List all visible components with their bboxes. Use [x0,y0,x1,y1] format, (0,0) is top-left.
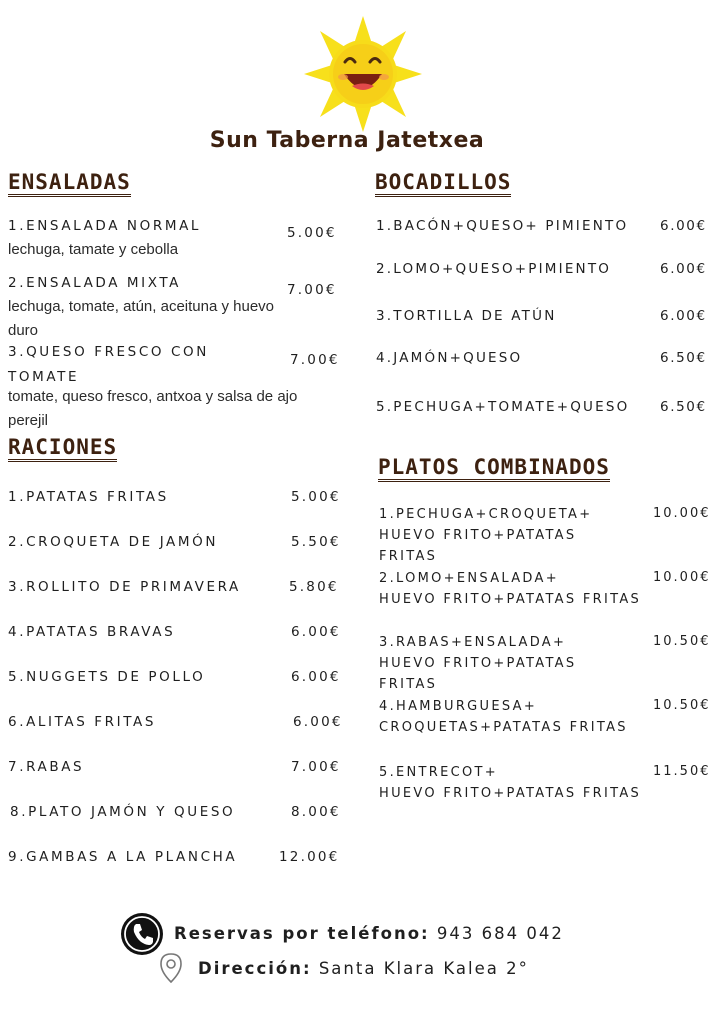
menu-item-price: 11.50€ [653,764,711,779]
menu-item-price: 10.50€ [653,698,711,713]
address-contact: Dirección: Santa Klara Kalea 2° [198,959,529,978]
phone-icon [120,912,164,956]
combo-item-name: 3.RABAS+ENSALADA+ HUEVO FRITO+PATATAS FRITAS [379,635,577,692]
menu-item-name: 4.JAMÓN+QUESO [376,350,523,366]
menu-item-name: 1.PATATAS FRITAS [8,489,169,505]
menu-item-name: 6.ALITAS FRITAS [8,714,157,730]
menu-item-price: 10.00€ [653,506,711,521]
menu-item-price: 6.00€ [293,714,343,730]
phone-number[interactable]: 943 684 042 [436,924,564,943]
menu-item-name: 3.QUESO FRESCO CON TOMATE [8,344,209,385]
restaurant-name: Sun Taberna Jatetxea [209,128,485,153]
menu-item-description: tomate, queso fresco, antxoa y salsa de ajo perejil [8,388,298,429]
menu-item-name: 8.PLATO JAMÓN Y QUESO [10,804,236,820]
menu-item-name: 3.TORTILLA DE ATÚN [376,308,557,324]
menu-item-price: 5.00€ [287,225,337,241]
menu-item-price: 7.00€ [287,282,337,298]
menu-item-price: 6.50€ [660,350,707,366]
smiling-sun-icon [300,14,426,134]
menu-item-price: 6.00€ [291,669,341,685]
menu-item-price: 7.00€ [290,352,340,368]
menu-item-price: 10.00€ [653,570,711,585]
address-text: Santa Klara Kalea 2° [318,959,529,978]
menu-item-name: 2.LOMO+QUESO+PIMIENTO [376,261,612,277]
menu-item-price: 12.00€ [279,849,340,865]
location-pin-icon [158,952,184,984]
combo-item-name: 1.PECHUGA+CROQUETA+ HUEVO FRITO+PATATAS FRITAS [379,507,593,564]
menu-item-price: 10.50€ [653,634,711,649]
combo-item-name: 4.HAMBURGUESA+ CROQUETAS+PATATAS FRITAS [379,699,628,735]
menu-item-price: 5.80€ [289,579,339,595]
menu-item-price: 6.00€ [660,308,707,324]
menu-item-price: 8.00€ [291,804,341,820]
menu-item-name: 5.NUGGETS DE POLLO [8,669,206,685]
menu-item-name: 9.GAMBAS A LA PLANCHA [8,849,238,865]
combo-item-name: 2.LOMO+ENSALADA+ HUEVO FRITO+PATATAS FRITAS [379,571,642,607]
menu-item-price: 6.00€ [660,218,707,234]
menu-item-name: 2.CROQUETA DE JAMÓN [8,534,219,550]
menu-item-price: 7.00€ [291,759,341,775]
menu-item-price: 6.00€ [291,624,341,640]
menu-item-name: 3.ROLLITO DE PRIMAVERA [8,579,241,595]
section-title-ensaladas: ENSALADAS [8,170,131,197]
menu-item-description: lechuga, tamate y cebolla [8,241,179,258]
phone-contact: Reservas por teléfono: 943 684 042 [174,924,564,943]
menu-item-name: 5.PECHUGA+TOMATE+QUESO [376,399,630,415]
menu-item-description: lechuga, tomate, atún, aceituna y huevo duro [8,298,275,339]
menu-item-name: 2.ENSALADA MIXTA [8,275,181,291]
combo-item-name: 5.ENTRECOT+ HUEVO FRITO+PATATAS FRITAS [379,765,642,801]
menu-item-name: 4.PATATAS BRAVAS [8,624,176,640]
menu-item-price: 6.50€ [660,399,707,415]
menu-item-name: 1.ENSALADA NORMAL [8,218,202,234]
menu-item-price: 5.00€ [291,489,341,505]
menu-item-name: 1.BACÓN+QUESO+ PIMIENTO [376,218,629,234]
menu-item-name: 7.RABAS [8,759,85,775]
menu-item-price: 6.00€ [660,261,707,277]
menu-item-price: 5.50€ [291,534,341,550]
section-title-bocadillos: BOCADILLOS [375,170,511,197]
section-title-raciones: RACIONES [8,435,117,462]
section-title-platos-combinados: PLATOS COMBINADOS [378,455,610,482]
